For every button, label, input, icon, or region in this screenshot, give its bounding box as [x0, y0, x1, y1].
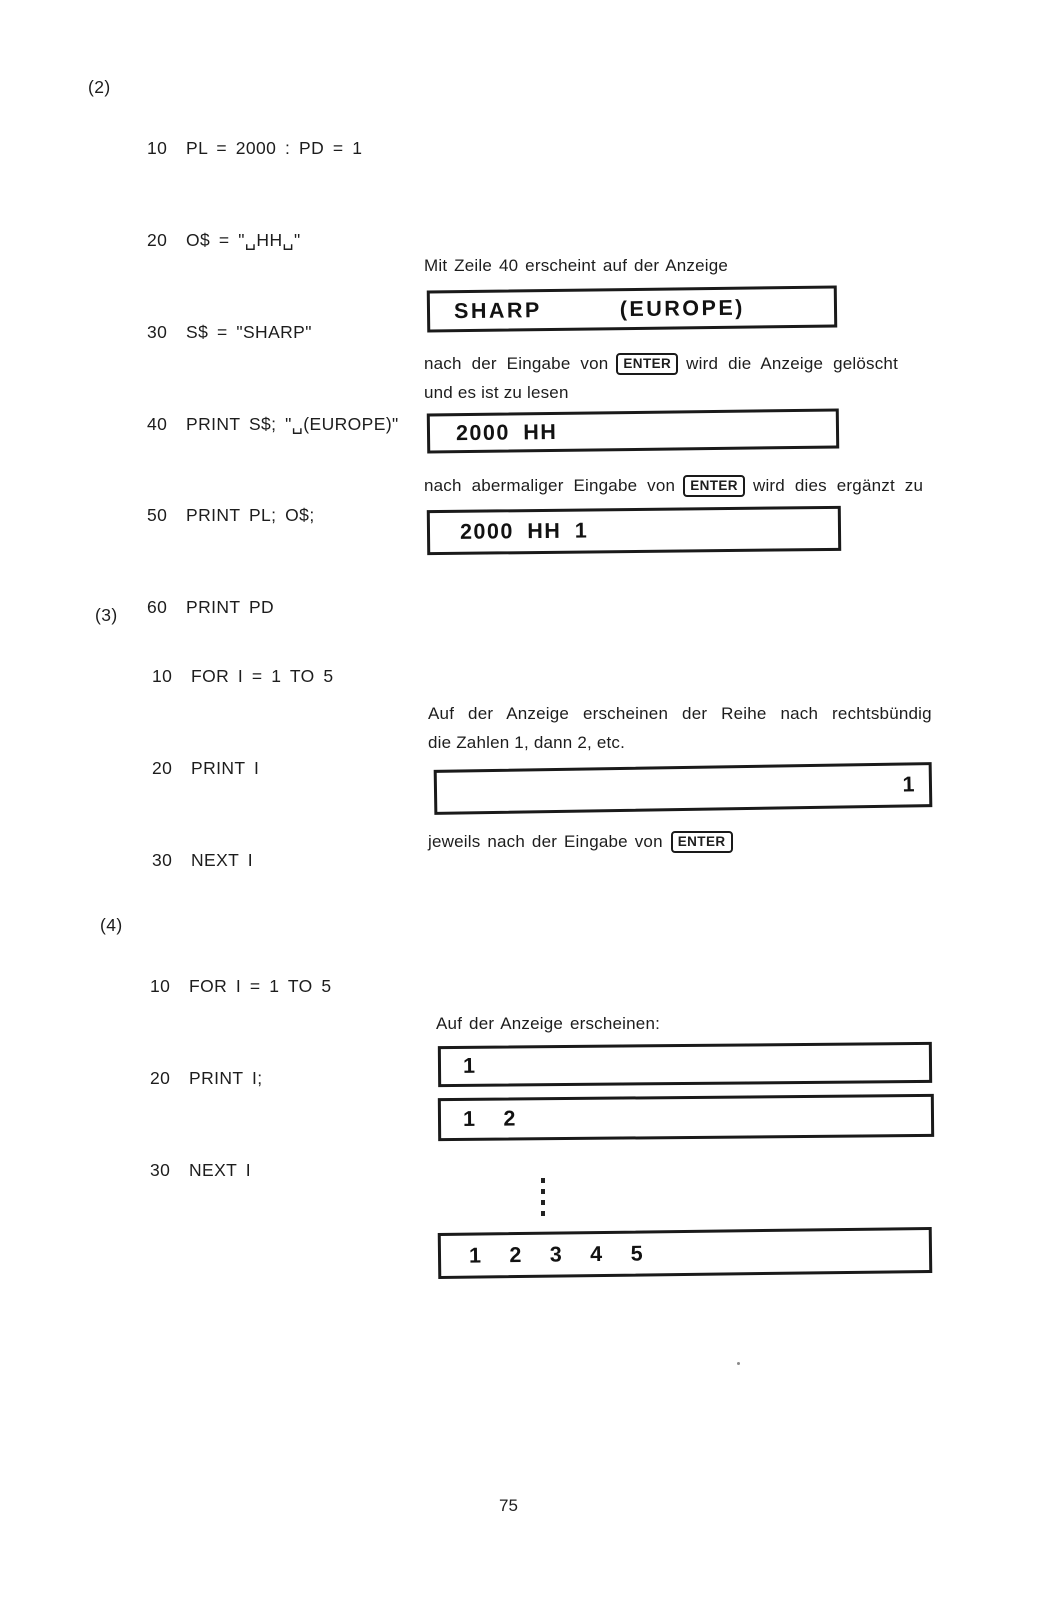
line-number: 40 [147, 413, 168, 434]
caption-display-shows: Auf der Anzeige erscheinen: [436, 1014, 661, 1033]
code-line [152, 753, 334, 784]
line-number: 50 [147, 505, 168, 526]
line-number: 10 [152, 666, 173, 687]
caption-line: Auf der Anzeige erscheinen der Reihe nach rechtsbündig [428, 704, 932, 723]
display-text: 1 2 [462, 1106, 517, 1131]
line-number: 30 [147, 321, 168, 342]
display-box-1-2 [438, 1094, 934, 1141]
code-text: PRINT S$; "␣(EUROPE)" [186, 413, 399, 434]
code-listing-4 [100, 910, 332, 1247]
code-listing-3 [95, 600, 334, 937]
code-text: NEXT I [191, 849, 253, 870]
line-number: 60 [147, 597, 168, 618]
line-number: 20 [152, 757, 173, 778]
code-line [150, 971, 332, 1002]
caption-line40: Mit Zeile 40 erscheint auf der Anzeige [424, 256, 729, 275]
display-text: 1 [902, 772, 917, 797]
line-number: 20 [150, 1067, 171, 1088]
code-line [150, 1063, 332, 1094]
code-lines [147, 72, 399, 684]
display-box-2000-hh [427, 408, 839, 453]
display-text: 2000 HH 1 [459, 518, 589, 544]
enter-key-badge: ENTER [671, 831, 733, 853]
display-text: 1 [462, 1053, 477, 1078]
code-text: FOR I = 1 TO 5 [191, 666, 334, 687]
display-box-1-2-3-4-5 [438, 1227, 933, 1279]
line-number: 20 [147, 229, 168, 250]
vertical-ellipsis-dots [541, 1178, 545, 1216]
display-box-2000-hh-1 [427, 506, 841, 555]
code-lines [150, 910, 332, 1247]
enter-key-badge: ENTER [616, 353, 678, 375]
caption-text: jeweils nach der Eingabe von [428, 832, 663, 851]
display-text: 1 2 3 4 5 [468, 1241, 645, 1268]
caption-text: nach abermaliger Eingabe von [424, 476, 676, 495]
caption-enter-clears [424, 350, 960, 407]
code-text: NEXT I [189, 1159, 251, 1180]
line-number: 10 [150, 976, 171, 997]
display-text: SHARP [453, 297, 542, 323]
display-text: (EUROPE) [619, 295, 746, 321]
display-text: 2000 HH [455, 419, 558, 445]
code-listing-2 [88, 72, 399, 684]
code-line [147, 409, 399, 440]
code-line [147, 133, 399, 164]
caption-line: und es ist zu lesen [424, 382, 569, 402]
scan-artifact-dot [737, 1362, 740, 1365]
code-lines [152, 600, 334, 937]
code-text: PRINT I; [189, 1067, 263, 1088]
code-text: S$ = "SHARP" [186, 321, 312, 342]
section-label: (2) [88, 77, 111, 97]
display-box-sharp-europe [427, 285, 837, 332]
caption-enter-appends [424, 472, 923, 501]
enter-key-badge: ENTER [683, 475, 745, 497]
code-line [152, 661, 334, 692]
code-line [147, 225, 399, 256]
page-number: 75 [499, 1496, 518, 1515]
caption-each-enter [428, 828, 741, 857]
code-line [147, 317, 399, 348]
line-number: 30 [152, 849, 173, 870]
caption-line [424, 350, 960, 379]
display-box-right-1 [434, 762, 933, 815]
code-text: PRINT I [191, 757, 260, 778]
code-text: FOR I = 1 TO 5 [189, 976, 332, 997]
section-label: (4) [100, 915, 123, 935]
caption-line: die Zahlen 1, dann 2, etc. [428, 732, 626, 752]
caption-text: wird die Anzeige gelöscht [686, 354, 899, 373]
code-line [152, 845, 334, 876]
line-number: 10 [147, 138, 168, 159]
code-text: PL = 2000 : PD = 1 [186, 138, 363, 159]
line-number: 30 [150, 1159, 171, 1180]
code-line [147, 500, 399, 531]
caption-text: nach der Eingabe von [424, 354, 609, 373]
code-text: O$ = "␣HH␣" [186, 229, 301, 250]
code-text: PRINT PL; O$; [186, 505, 315, 526]
display-box-1 [438, 1042, 932, 1087]
caption-right-justified [428, 700, 956, 757]
code-text: PRINT PD [186, 597, 275, 618]
caption-text: wird dies ergänzt zu [752, 476, 924, 495]
code-line [150, 1155, 332, 1186]
section-label: (3) [95, 605, 118, 625]
